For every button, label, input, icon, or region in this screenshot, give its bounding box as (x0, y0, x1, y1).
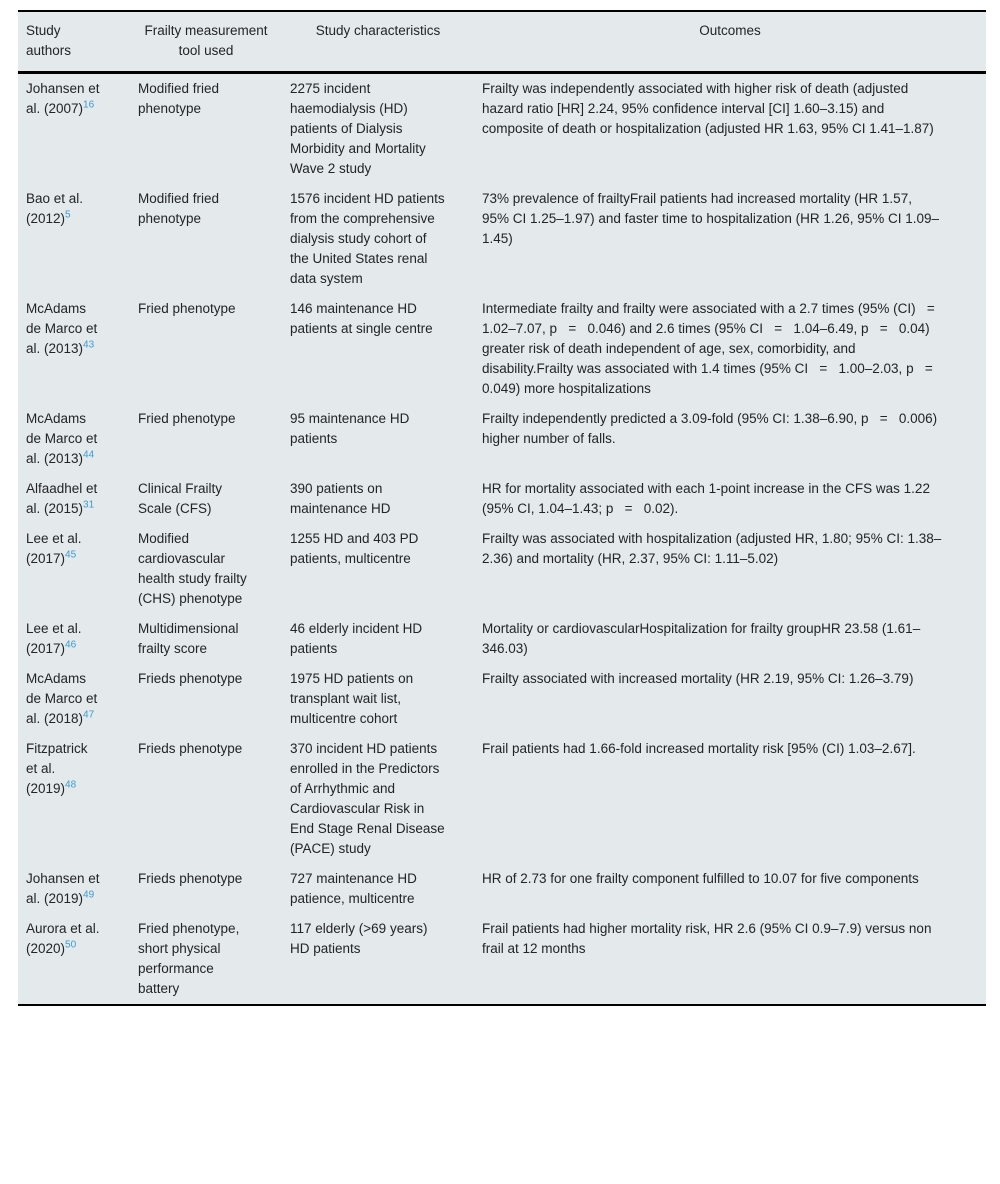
outcomes-cell: Frailty associated with increased mortality (HR 2.19, 95% CI: 1.26–3.79) (482, 671, 914, 686)
header-study-authors: Study authors (18, 11, 130, 73)
study-characteristics-cell: 117 elderly (>69 years) HD patients (290, 921, 428, 956)
study-characteristics-cell: 370 incident HD patients enrolled in the Predictors of Arrhythmic and Cardiovascular Risk in End Stage Renal Disease (PACE) study (290, 741, 445, 856)
frailty-tool-cell: Fried phenotype (138, 301, 236, 316)
table-header (18, 11, 986, 73)
study-authors-text: Fitzpatrick et al. (2019) (26, 741, 88, 796)
study-authors-text: Bao et al. (2012) (26, 191, 84, 226)
table-row (18, 734, 986, 864)
outcomes-cell: Intermediate frailty and frailty were associated with a 2.7 times (95% (CI) = 1.02–7.07, p = 0.046) and 2.6 times (95% CI = 1.04–6.49, p = 0.04) greater risk of death independent of age, sex, comorbidity, and disability.Frailty was associated with 1.4 times (95% CI = 1.00–2.03, p = 0.049) more hospitalizations (482, 301, 947, 396)
study-authors-cell (18, 914, 130, 1005)
study-characteristics-cell: 95 maintenance HD patients (290, 411, 410, 446)
table-row (18, 73, 986, 185)
table-row (18, 184, 986, 294)
study-authors-cell (18, 734, 130, 864)
study-authors-cell (18, 294, 130, 404)
study-authors-text: Lee et al. (2017) (26, 531, 82, 566)
table-row (18, 294, 986, 404)
study-authors-cell (18, 474, 130, 524)
outcomes-cell: 73% prevalence of frailtyFrail patients had increased mortality (HR 1.57, 95% CI 1.25–1.97) and faster time to hospitalization (HR 1.26, 95% CI 1.09–1.45) (482, 191, 940, 246)
study-authors-text: McAdams de Marco et al. (2018) (26, 671, 98, 726)
table-row (18, 404, 986, 474)
study-authors-cell (18, 184, 130, 294)
frailty-tool-cell: Frieds phenotype (138, 871, 243, 886)
frailty-tool-cell: Frieds phenotype (138, 741, 243, 756)
header-study-characteristics: Study characteristics (282, 11, 474, 73)
frailty-tool-cell: Multidimensional frailty score (138, 621, 239, 656)
study-authors-cell (18, 73, 130, 185)
outcomes-cell: HR of 2.73 for one frailty component fulfilled to 10.07 for five components (482, 871, 919, 886)
citation-ref-link[interactable]: 46 (65, 639, 77, 651)
study-authors-text: McAdams de Marco et al. (2013) (26, 411, 98, 466)
frailty-tool-cell: Modified fried phenotype (138, 191, 220, 226)
table-row (18, 524, 986, 614)
study-authors-cell (18, 614, 130, 664)
citation-ref-link[interactable]: 16 (83, 99, 95, 111)
table-body (18, 73, 986, 1006)
frailty-tool-cell: Modified cardiovascular health study frailty (CHS) phenotype (138, 531, 247, 606)
citation-ref-link[interactable]: 50 (65, 939, 77, 951)
table-row (18, 864, 986, 914)
study-authors-text: Johansen et al. (2007) (26, 81, 100, 116)
study-authors-text: Aurora et al. (2020) (26, 921, 100, 956)
study-authors-cell (18, 864, 130, 914)
header-outcomes: Outcomes (474, 11, 986, 73)
study-authors-cell (18, 664, 130, 734)
study-characteristics-cell: 1576 incident HD patients from the comprehensive dialysis study cohort of the United States renal data system (290, 191, 445, 286)
study-characteristics-cell: 727 maintenance HD patience, multicentre (290, 871, 417, 906)
study-authors-cell (18, 404, 130, 474)
study-characteristics-cell: 1255 HD and 403 PD patients, multicentre (290, 531, 419, 566)
study-authors-text: McAdams de Marco et al. (2013) (26, 301, 98, 356)
study-authors-text: Lee et al. (2017) (26, 621, 82, 656)
outcomes-cell: Frailty was associated with hospitalization (adjusted HR, 1.80; 95% CI: 1.38–2.36) and mortality (HR, 2.37, 95% CI: 1.11–5.02) (482, 531, 942, 566)
outcomes-cell: Frail patients had higher mortality risk, HR 2.6 (95% CI 0.9–7.9) versus non frail at 12 months (482, 921, 936, 956)
study-characteristics-cell: 2275 incident haemodialysis (HD) patients of Dialysis Morbidity and Mortality Wave 2 study (290, 81, 426, 176)
outcomes-cell: Frailty was independently associated with higher risk of death (adjusted hazard ratio [HR] 2.24, 95% confidence interval [CI] 1.60–3.15) and composite of death or hospitalization (adjusted HR 1.63, 95% CI 1.41–1.87) (482, 81, 934, 136)
table-row (18, 914, 986, 1005)
outcomes-cell: Frailty independently predicted a 3.09-fold (95% CI: 1.38–6.90, p = 0.006) higher number of falls. (482, 411, 941, 446)
citation-ref-link[interactable]: 45 (65, 549, 77, 561)
citation-ref-link[interactable]: 48 (65, 779, 77, 791)
outcomes-cell: HR for mortality associated with each 1-point increase in the CFS was 1.22 (95% CI, 1.04–1.43; p = 0.02). (482, 481, 934, 516)
study-characteristics-cell: 1975 HD patients on transplant wait list, multicentre cohort (290, 671, 414, 726)
study-characteristics-cell: 46 elderly incident HD patients (290, 621, 423, 656)
study-authors-cell (18, 524, 130, 614)
study-authors-text: Johansen et al. (2019) (26, 871, 100, 906)
outcomes-cell: Mortality or cardiovascularHospitalization for frailty groupHR 23.58 (1.61–346.03) (482, 621, 921, 656)
table-row (18, 474, 986, 524)
citation-ref-link[interactable]: 5 (65, 209, 71, 221)
citation-ref-link[interactable]: 49 (83, 889, 95, 901)
frailty-tool-cell: Modified fried phenotype (138, 81, 220, 116)
frailty-tool-cell: Fried phenotype, short physical performance battery (138, 921, 240, 996)
frailty-tool-cell: Fried phenotype (138, 411, 236, 426)
frailty-studies-table (18, 10, 986, 1006)
header-row (18, 11, 986, 73)
outcomes-cell: Frail patients had 1.66-fold increased mortality risk [95% (CI) 1.03–2.67]. (482, 741, 916, 756)
study-authors-text: Alfaadhel et al. (2015) (26, 481, 98, 516)
frailty-tool-cell: Frieds phenotype (138, 671, 243, 686)
header-frailty-tool: Frailty measurement tool used (130, 11, 282, 73)
citation-ref-link[interactable]: 43 (83, 339, 95, 351)
citation-ref-link[interactable]: 47 (83, 709, 95, 721)
study-characteristics-cell: 390 patients on maintenance HD (290, 481, 391, 516)
study-characteristics-cell: 146 maintenance HD patients at single centre (290, 301, 433, 336)
table-row (18, 664, 986, 734)
citation-ref-link[interactable]: 31 (83, 499, 95, 511)
frailty-tool-cell: Clinical Frailty Scale (CFS) (138, 481, 223, 516)
citation-ref-link[interactable]: 44 (83, 449, 95, 461)
table-row (18, 614, 986, 664)
